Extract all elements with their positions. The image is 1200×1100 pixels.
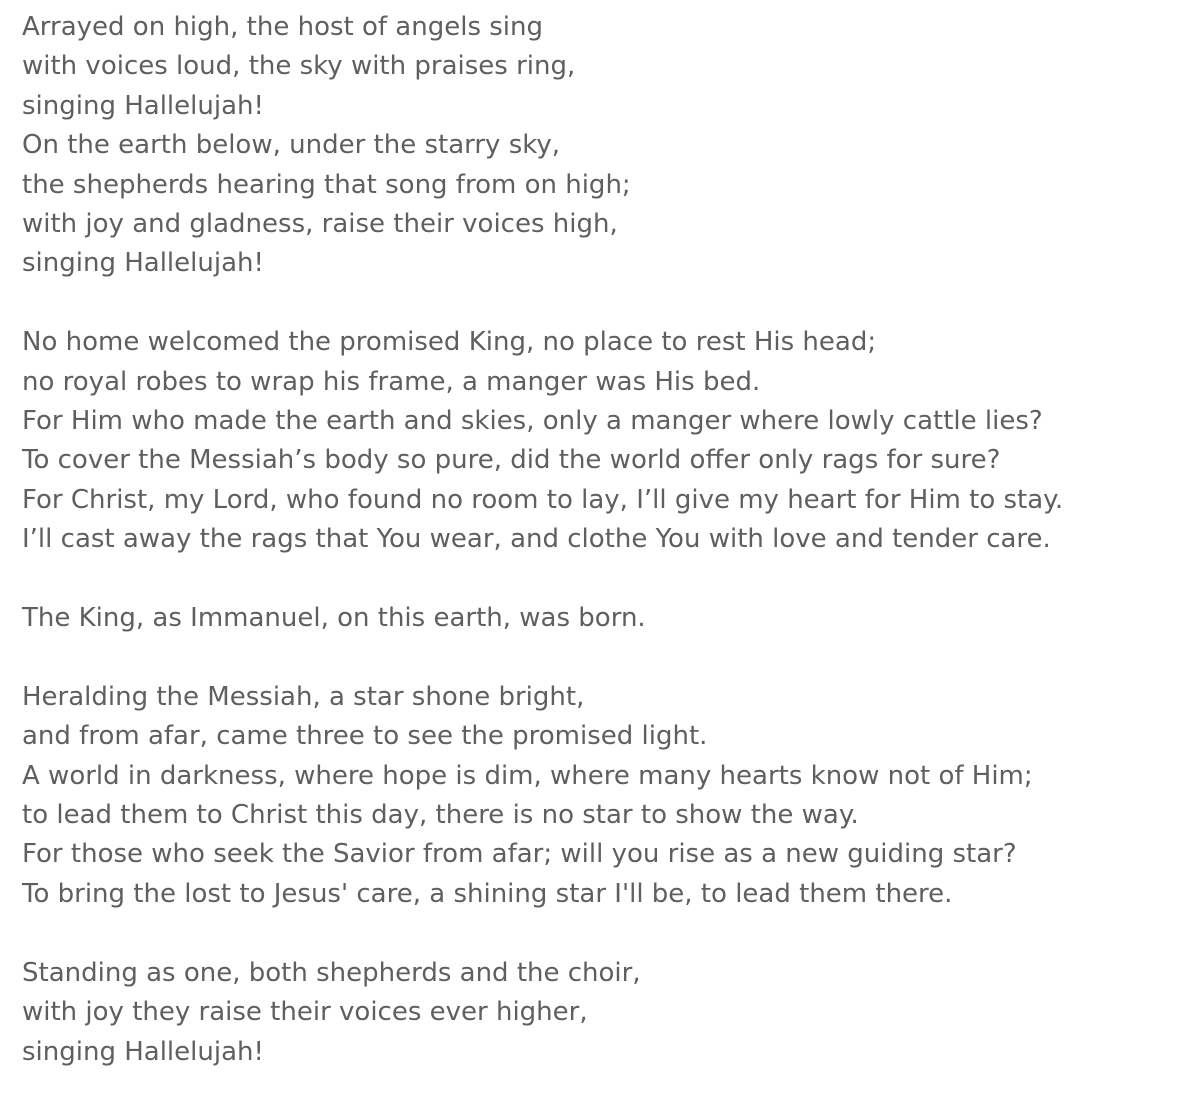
lyric-line: On the earth below, under the starry sky,	[22, 130, 561, 161]
lyric-line: with joy they raise their voices ever higher,	[22, 997, 588, 1028]
stanza-1	[22, 8, 1182, 284]
stanza-2	[22, 323, 1182, 559]
lyric-line: For Him who made the earth and skies, only a manger where lowly cattle lies?	[22, 406, 1043, 437]
lyric-line: To cover the Messiah’s body so pure, did the world offer only rags for sure?	[22, 445, 1001, 476]
lyric-line: For Christ, my Lord, who found no room to lay, I’ll give my heart for Him to stay.	[22, 484, 1064, 515]
lyrics-text	[22, 8, 1182, 1072]
lyric-line: singing Hallelujah!	[22, 248, 264, 279]
lyric-line: For those who seek the Savior from afar; will you rise as a new guiding star?	[22, 839, 1017, 870]
lyric-line: No home welcomed the promised King, no place to rest His head;	[22, 327, 877, 358]
stanza-5	[22, 954, 1182, 1072]
lyric-line: with voices loud, the sky with praises ring,	[22, 51, 576, 82]
lyric-line: the shepherds hearing that song from on high;	[22, 169, 631, 200]
lyric-line: Standing as one, both shepherds and the choir,	[22, 957, 641, 988]
lyric-line: Heralding the Messiah, a star shone bright,	[22, 681, 585, 712]
lyric-line: I’ll cast away the rags that You wear, and clothe You with love and tender care.	[22, 524, 1051, 555]
lyric-line: The King, as Immanuel, on this earth, was born.	[22, 603, 646, 634]
lyric-line: To bring the lost to Jesus' care, a shining star I'll be, to lead them there.	[22, 878, 953, 909]
lyric-line: A world in darkness, where hope is dim, where many hearts know not of Him;	[22, 760, 1033, 791]
lyric-line: with joy and gladness, raise their voices high,	[22, 209, 618, 240]
lyric-line: Arrayed on high, the host of angels sing	[22, 12, 544, 42]
lyric-line: singing Hallelujah!	[22, 90, 264, 121]
stanza-4	[22, 678, 1182, 914]
lyric-line: and from afar, came three to see the promised light.	[22, 721, 708, 752]
lyric-line: singing Hallelujah!	[22, 1036, 264, 1067]
lyric-line: no royal robes to wrap his frame, a manger was His bed.	[22, 366, 761, 397]
lyric-line: to lead them to Christ this day, there is no star to show the way.	[22, 800, 859, 831]
stanza-3	[22, 599, 1182, 638]
